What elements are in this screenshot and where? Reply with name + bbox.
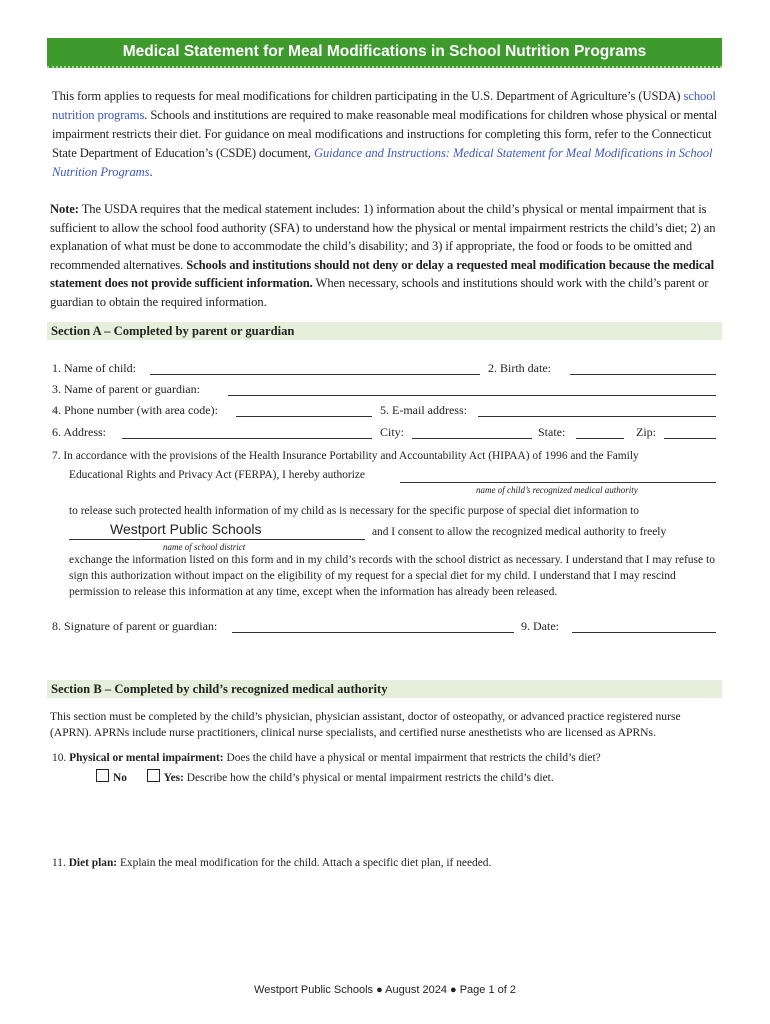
question-11-number: 11. (52, 857, 66, 869)
school-district-field[interactable] (69, 539, 365, 540)
school-district-value[interactable]: Westport Public Schools (110, 521, 262, 537)
parent-name-field[interactable] (228, 395, 716, 396)
yes-checkbox[interactable] (147, 769, 160, 782)
child-name-field[interactable] (150, 374, 480, 375)
parent-name-label: 3. Name of parent or guardian: (52, 382, 200, 396)
question-10 (52, 752, 601, 764)
birth-date-label: 2. Birth date: (488, 361, 551, 375)
intro-period: . (149, 165, 153, 179)
guidance-document-link[interactable]: Guidance and Instructions: Medical Statement for Meal Modifications in School Nutrition Programs (52, 146, 713, 179)
section-b-intro: This section must be completed by the child’s physician, physician assistant, doctor of osteopathy, or advanced practice registered nurse (APRN). APRNs include nurse practitioners, clinical nurse specialists, and certified nurse anesthetists who are licensed as APRNs. (50, 710, 681, 739)
question-11-text: Explain the meal modification for the child. Attach a specific diet plan, if needed. (119, 857, 492, 869)
email-label: 5. E-mail address: (380, 403, 467, 417)
authorization-text-2: Educational Rights and Privacy Act (FERPA), I hereby authorize (69, 469, 365, 481)
form-title: Medical Statement for Meal Modifications in School Nutrition Programs (47, 38, 722, 68)
signature-label: 8. Signature of parent or guardian: (52, 619, 218, 633)
state-label: State: (538, 425, 566, 439)
intro-text: This form applies to requests for meal modifications for children participating in the U.S. Department of Agriculture’s (USDA) (52, 89, 681, 103)
medical-authority-caption: name of child’s recognized medical authority (476, 485, 638, 495)
question-10-label: Physical or mental impairment: (69, 752, 224, 764)
zip-field[interactable] (664, 438, 716, 439)
signature-field[interactable] (232, 632, 514, 633)
birth-date-field[interactable] (570, 374, 716, 375)
page-footer: Westport Public Schools ● August 2024 ● Page 1 of 2 (254, 984, 516, 996)
question-11-label: Diet plan: (68, 857, 118, 869)
date-label: 9. Date: (521, 619, 559, 633)
consent-text: and I consent to allow the recognized medical authority to freely (372, 526, 667, 538)
question-10-number: 10. (52, 752, 67, 764)
city-label: City: (380, 425, 405, 439)
date-field[interactable] (572, 632, 716, 633)
school-nutrition-programs-link[interactable]: school nutrition programs (52, 89, 716, 122)
yes-label: Yes: (163, 772, 184, 784)
medical-authority-field[interactable] (400, 482, 716, 483)
section-a-header: Section A – Completed by parent or guardian (47, 322, 722, 340)
yes-text: Describe how the child’s physical or mental impairment restricts the child’s diet. (186, 772, 554, 784)
question-10-options (96, 769, 554, 784)
intro-paragraph (52, 87, 720, 182)
intro-text-2: . Schools and institutions are required to make reasonable meal modifications for children whose physical or mental impairment restricts their diet. For guidance on meal modifications and instructions for completing this form, refer to the Connecticut State Department of Education’s (CSDE) document, (52, 108, 718, 160)
release-text: to release such protected health information of my child as is necessary for the specific purpose of special diet information to (69, 505, 639, 517)
city-field[interactable] (412, 438, 532, 439)
note-paragraph (50, 200, 720, 311)
school-district-caption: name of school district (163, 542, 246, 552)
phone-label: 4. Phone number (with area code): (52, 403, 218, 417)
note-end-text: When necessary, schools and institutions should work with the child’s parent or guardian to obtain the required information. (50, 276, 709, 309)
address-field[interactable] (122, 438, 372, 439)
state-field[interactable] (576, 438, 624, 439)
phone-field[interactable] (236, 416, 372, 417)
note-label: Note: (50, 202, 79, 216)
no-label: No (113, 772, 127, 784)
zip-label: Zip: (636, 425, 656, 439)
section-b-header: Section B – Completed by child’s recognized medical authority (47, 680, 722, 698)
exchange-text: exchange the information listed on this form and in my child’s records with the school district as necessary. I understand that I may refuse to sign this authorization without impact on the eligibility of my request for a special diet for my child. I understand that I may rescind permission to release this information at any time, except when the information has already been released. (69, 554, 715, 598)
note-text: The USDA requires that the medical statement includes: 1) information about the child’s physical or mental impairment that is sufficient to allow the school food authority (SFA) to understand how the physical or mental impairment restricts the child’s diet; 2) an explanation of what must be done to accommodate the child’s disability; and 3) if appropriate, the food or foods to be omitted and recommended alternatives. (50, 202, 716, 272)
no-checkbox[interactable] (96, 769, 109, 782)
question-11 (52, 857, 491, 869)
child-name-label: 1. Name of child: (52, 361, 136, 375)
note-bold-text: Schools and institutions should not deny or delay a requested meal modification because the medical statement does not provide sufficient information. (50, 257, 714, 290)
address-label: 6. Address: (52, 425, 106, 439)
question-10-text: Does the child have a physical or mental impairment that restricts the child’s diet? (226, 752, 601, 764)
email-field[interactable] (478, 416, 716, 417)
authorization-text-1: 7. In accordance with the provisions of the Health Insurance Portability and Accountability Act (HIPAA) of 1996 and the Family (52, 450, 639, 462)
